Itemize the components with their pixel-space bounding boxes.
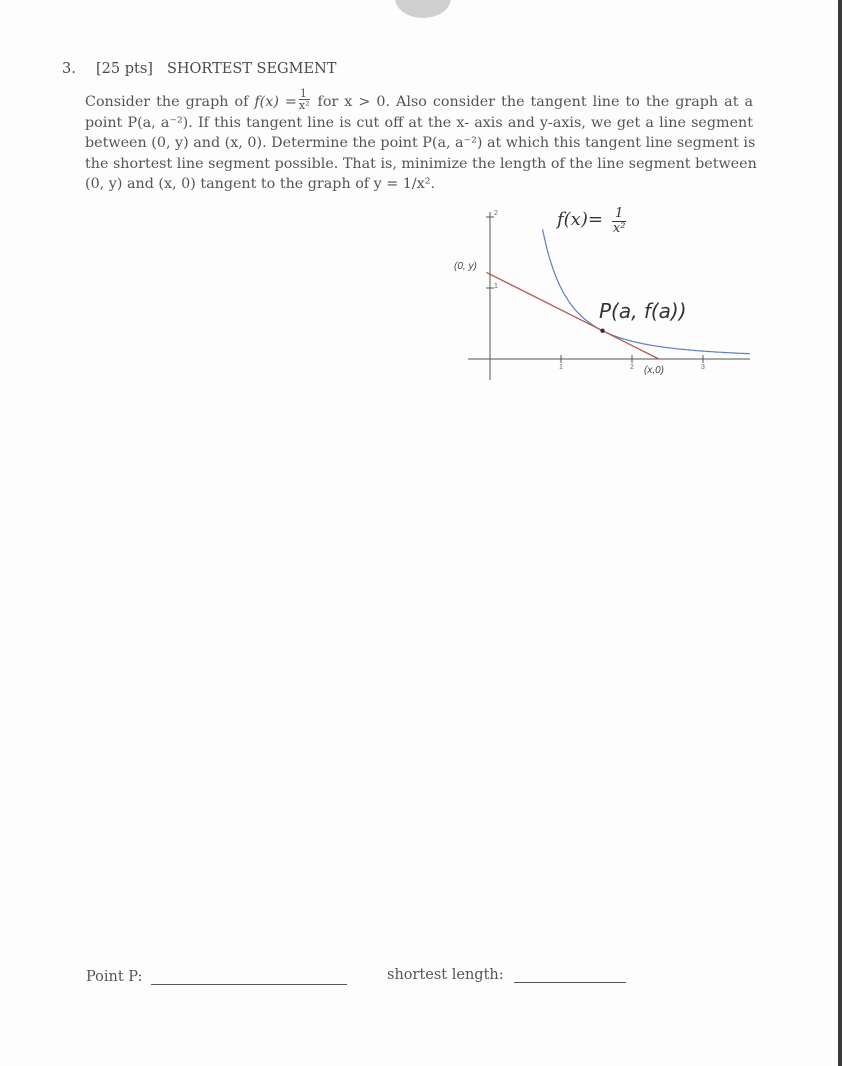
function-denominator: x² <box>612 221 626 236</box>
function-fraction <box>612 207 626 236</box>
y-intercept-label: (0, y) <box>454 261 477 272</box>
graph-svg <box>450 204 760 384</box>
point-answer <box>86 969 347 985</box>
length-answer <box>387 967 626 983</box>
statement-text: Consider the graph of <box>85 94 255 110</box>
function-curve <box>543 229 750 353</box>
problem-number: 3. <box>62 61 76 77</box>
function-label: f(x)= <box>557 209 603 230</box>
point-label: P(a, f(a)) <box>599 299 687 323</box>
x-tick-label: 2 <box>630 364 634 371</box>
statement-line-4: the shortest line segment possible. That is, minimize the length of the line segment between <box>85 155 757 172</box>
y-tick-label: 2 <box>494 210 498 217</box>
statement-line-2: point P(a, a⁻²). If this tangent line is cut off at the x- axis and y-axis, we get a line segment <box>85 114 753 131</box>
statement-text: for x > 0. Also consider the tangent line to the graph at a <box>311 94 753 110</box>
point-answer-label: Point P: <box>86 969 143 985</box>
x-tick-label: 1 <box>559 364 563 371</box>
problem-heading <box>62 61 336 77</box>
punch-hole <box>395 0 451 18</box>
fraction-denominator: x² <box>298 98 310 112</box>
length-answer-label: shortest length: <box>387 967 504 983</box>
page-edge <box>838 0 842 1066</box>
function-expression: f(x) = <box>254 94 297 110</box>
x-intercept-label: (x,0) <box>644 365 664 376</box>
problem-title: SHORTEST SEGMENT <box>166 61 337 77</box>
problem-statement <box>85 86 757 195</box>
tangent-figure <box>450 204 760 384</box>
point-answer-blank[interactable] <box>151 970 347 985</box>
statement-line-3: between (0, y) and (x, 0). Determine the point P(a, a⁻²) at which this tangent line segment is <box>85 135 756 151</box>
y-tick-label: 1 <box>494 283 498 290</box>
length-answer-blank[interactable] <box>514 968 626 983</box>
problem-points: [25 pts] <box>96 61 153 77</box>
statement-line-1 <box>85 86 753 113</box>
x-tick-label: 3 <box>701 364 705 371</box>
fraction-numerator: 1 <box>299 88 310 100</box>
statement-line-5: (0, y) and (x, 0) tangent to the graph of y = 1/x². <box>85 176 436 192</box>
tangent-point <box>600 329 604 333</box>
fraction <box>299 88 310 111</box>
function-numerator: 1 <box>612 207 626 222</box>
